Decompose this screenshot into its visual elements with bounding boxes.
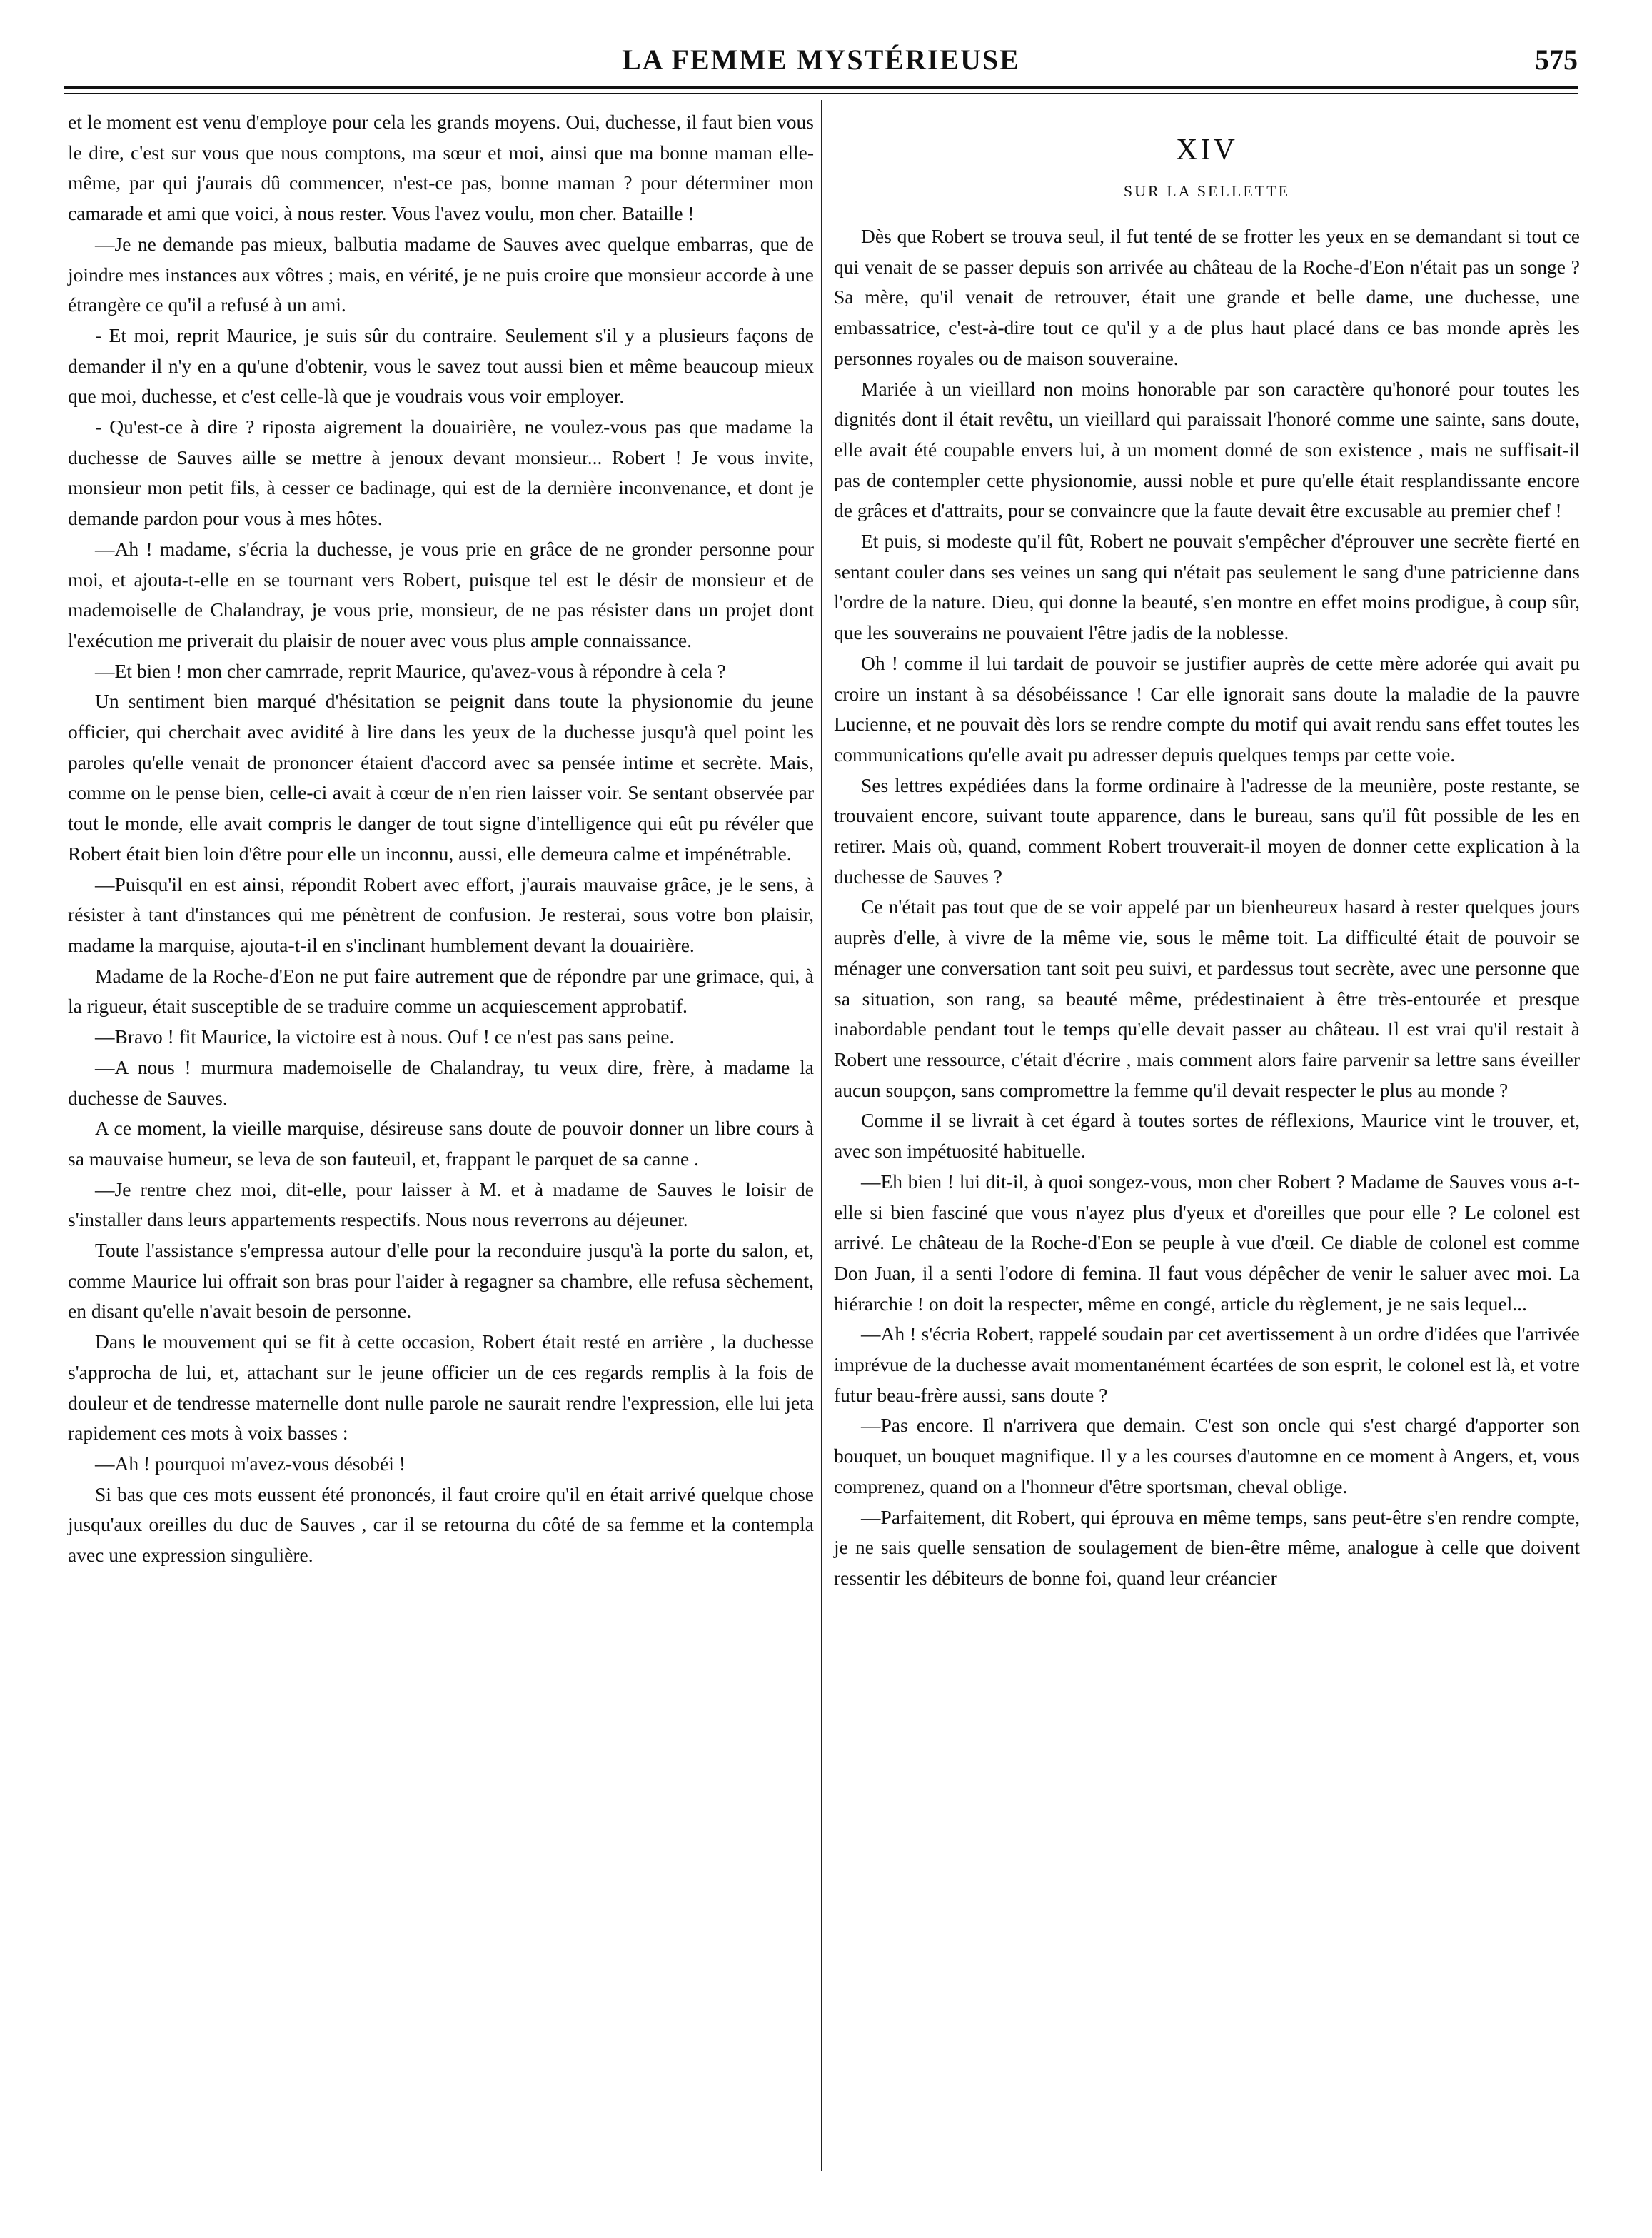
paragraph: —Je rentre chez moi, dit-elle, pour laisser à M. et à madame de Sauves le loisir de s'installer dans leurs appartements respectifs. Nous nous reverrons au déjeuner. — [68, 1178, 814, 1231]
left-column — [68, 107, 814, 1571]
header-rule-thin — [64, 93, 1578, 94]
paragraph: Ce n'était pas tout que de se voir appelé par un bienheureux hasard à rester quelques jours auprès d'elle, à vivre de la même vie, sous le même toit. La difficulté était de pouvoir se ménager une conversation tant soit peu suivi, et pardessus tout secrète, avec une personne que sa situation, son rang, sa beauté même, prédestinaient à être très-entourée et presque inabordable pendant tout le temps qu'elle devait passer au château. Il est vrai qu'il restait à Robert une ressource, c'était d'écrire , mais comment alors faire parvenir sa lettre sans éveiller aucun soupçon, sans compromettre la femme qu'il devait respecter le plus au monde ? — [834, 895, 1580, 1101]
paragraph: —Ah ! s'écria Robert, rappelé soudain par cet avertissement à un ordre d'idées que l'arrivée imprévue de la duchesse avait momentanément écartées de son esprit, le colonel est là, et votre futur beau-frère aussi, sans doute ? — [834, 1323, 1580, 1406]
paragraph: Ses lettres expédiées dans la forme ordinaire à l'adresse de la meunière, poste restante, se trouvaient encore, suivant toute apparence, dans le bureau, sans qu'il fût possible de les en retirer. Mais où, quand, comment Robert trouverait-il moyen de donner cette explication à la duchesse de Sauves ? — [834, 773, 1580, 888]
chapter-title: SUR LA SELLETTE — [1123, 182, 1291, 200]
chapter-number: XIV — [1176, 134, 1238, 166]
paragraph: Toute l'assistance s'empressa autour d'elle pour la reconduire jusqu'à la porte du salon, et, comme Maurice lui offrait son bras pour l'aider à regagner sa chambre, elle refusa sèchement, en disant qu'elle n'avait besoin de personne. — [68, 1239, 814, 1323]
page-header — [64, 43, 1578, 83]
paragraph: - Qu'est-ce à dire ? riposta aigrement la douairière, ne voulez-vous pas que madame la duchesse de Sauves aille se mettre à jenoux devant monsieur... Robert ! Je vous invite, monsieur mon petit fils, à cesser ce badinage, qui est de la dernière inconvenance, et dont je demande pardon pour vous à mes hôtes. — [68, 416, 814, 530]
paragraph: Et puis, si modeste qu'il fût, Robert ne pouvait s'empêcher d'éprouver une secrète fierté en sentant couler dans ses veines un sang qui n'était pas seulement le sang d'une patricienne dans l'ordre de la nature. Dieu, qui donne la beauté, s'en montre en effet moins prodigue, à coup sûr, que les souverains ne pouvaient l'être jadis de la noblesse. — [834, 530, 1580, 644]
paragraph: Comme il se livrait à cet égard à toutes sortes de réflexions, Maurice vint le trouver, et, avec son impétuosité habituelle. — [834, 1109, 1580, 1163]
paragraph: —Ah ! madame, s'écria la duchesse, je vous prie en grâce de ne gronder personne pour moi, et ajouta-t-elle en se tournant vers Robert, puisque tel est le désir de monsieur et de mademoiselle de Chalandray, je vous prie, monsieur, de ne pas résister dans un projet dont l'exécution me priverait du plaisir de nouer avec vous plus ample connaissance. — [68, 537, 814, 651]
paragraph: - Et moi, reprit Maurice, je suis sûr du contraire. Seulement s'il y a plusieurs façons de demander il n'y en a qu'une d'obtenir, vous le savez tout aussi bien et même beaucoup mieux que moi, duchesse, et c'est celle-là que je voudrais vous voir employer. — [68, 323, 814, 408]
paragraph: —Je ne demande pas mieux, balbutia madame de Sauves avec quelque embarras, que de joindre mes instances aux vôtres ; mais, en vérité, je ne puis croire que monsieur accorde à une étrangère ce qu'il a refusé à un ami. — [68, 232, 814, 316]
paragraph: —Bravo ! fit Maurice, la victoire est à nous. Ouf ! ce n'est pas sans peine. — [95, 1025, 675, 1048]
paragraph: —Puisqu'il en est ainsi, répondit Robert avec effort, j'aurais mauvaise grâce, je le sens, à résister à tant d'instances qui me pénètrent de confusion. Je resterai, sous votre bon plaisir, madame la marquise, ajouta-t-il en s'inclinant humblement devant la douairière. — [68, 873, 814, 956]
paragraph: Dès que Robert se trouva seul, il fut tenté de se frotter les yeux en se demandant si tout ce qui venait de se passer depuis son arrivée au château de la Roche-d'Eon n'était pas un songe ? Sa mère, qu'il venait de retrouver, était une grande et belle dame, une duchesse, une embassatrice, c'est-à-dire tout ce qu'il y a de plus haut placé dans ce bas monde après les personnes royales ou de maison souveraine. — [834, 225, 1580, 369]
paragraph: —A nous ! murmura mademoiselle de Chalandray, tu veux dire, frère, à madame la duchesse de Sauves. — [68, 1055, 814, 1109]
paragraph: et le moment est venu d'employe pour cela les grands moyens. Oui, duchesse, il faut bien vous le dire, c'est sur vous que nous comptons, ma sœur et moi, ainsi que ma bonne maman elle-même, par qui j'aurais dû commencer, n'est-ce pas, bonne maman ? pour déterminer mon camarade et ami que voici, à nous rester. Vous l'avez voulu, mon cher. Bataille ! — [68, 111, 814, 225]
paragraph: —Et bien ! mon cher camrrade, reprit Maurice, qu'avez-vous à répondre à cela ? — [95, 659, 726, 682]
paragraph: —Eh bien ! lui dit-il, à quoi songez-vous, mon cher Robert ? Madame de Sauves vous a-t-elle si bien fasciné que vous n'ayez plus d'yeux et d'oreilles que pour elle ? Le colonel est arrivé. Le château de la Roche-d'Eon se peuple à vue d'œil. Ce diable de colonel est comme Don Juan, il a senti l'odore di femina. Il faut vous dépêcher de venir le saluer avec moi. La hiérarchie ! on doit la respecter, même en congé, article du règlement, je ne sais lequel... — [834, 1170, 1580, 1315]
paragraph: —Ah ! pourquoi m'avez-vous désobéi ! — [95, 1452, 406, 1475]
right-column — [834, 107, 1580, 1594]
column-divider — [821, 100, 822, 2171]
paragraph: —Pas encore. Il n'arrivera que demain. C'est son oncle qui s'est chargé d'apporter son bouquet, un bouquet magnifique. Il y a les courses d'automne en ce moment à Angers, et, vous comprenez, quand on a l'honneur d'être sportsman, cheval oblige. — [834, 1414, 1580, 1497]
paragraph: Un sentiment bien marqué d'hésitation se peignit dans toute la physionomie du jeune officier, qui cherchait avec avidité à lire dans les yeux de la duchesse jusqu'à quel point les paroles qu'elle venait de prononcer étaient d'accord avec sa pensée intime et secrète. Mais, comme on le pense bien, celle-ci avait à cœur de n'en rien laisser voir. Se sentant observée par tout le monde, elle avait compris le danger de tout signe d'intelligence qui eût pu révéler que Robert était bien loin d'être pour elle un inconnu, aussi, elle demeura calme et impénétrable. — [68, 690, 814, 865]
paragraph: —Parfaitement, dit Robert, qui éprouva en même temps, sans peut-être s'en rendre compte, je ne sais quelle sensation de soulagement de bien-être même, analogue à celle que doivent ressentir les débiteurs de bonne foi, quand leur créancier — [834, 1505, 1580, 1589]
paragraph: Oh ! comme il lui tardait de pouvoir se justifier auprès de cette mère adorée qui avait pu croire un instant à sa désobéissance ! Car elle ignorait sans doute la maladie de la pauvre Lucienne, et ne pouvait dès lors se rendre compte du motif qui avait rendu sans effet toutes les communications qu'elle avait pu adresser depuis quelques temps par cette voie. — [834, 651, 1580, 766]
paragraph: A ce moment, la vieille marquise, désireuse sans doute de pouvoir donner un libre cours à sa mauvaise humeur, se leva de son fauteuil, et, frappant le parquet de sa canne . — [68, 1117, 814, 1170]
header-rule-thick — [64, 86, 1578, 89]
paragraph: Mariée à un vieillard non moins honorable par son caractère qu'honoré pour toutes les dignités dont il était revêtu, un vieillard qui paraissait l'honoré comme une sainte, sans doute, elle avait été coupable envers lui, à un moment donné de son existence , mais ne suffisait-il pas de contempler cette physionomie, aussi noble et pure qu'elle était resplandissante encore de grâces et d'attraits, pour se convaincre que la faute devait être excusable au premier chef ! — [834, 377, 1580, 522]
running-title: LA FEMME MYSTÉRIEUSE — [622, 44, 1020, 76]
paragraph: Si bas que ces mots eussent été prononcés, il faut croire qu'il en était arrivé quelque chose jusqu'aux oreilles du duc de Sauves , car il se retourna du côté de sa femme et la contempla avec une expression singulière. — [68, 1482, 814, 1567]
page-number: 575 — [1535, 44, 1578, 76]
paragraph: Dans le mouvement qui se fit à cette occasion, Robert était resté en arrière , la duchesse s'approcha de lui, et, attachant sur le jeune officier un de ces regards remplis à la fois de douleur et de tendresse maternelle dont nulle parole ne saurait rendre l'expression, elle lui jeta rapidement ces mots à voix basses : — [68, 1330, 814, 1445]
paragraph: Madame de la Roche-d'Eon ne put faire autrement que de répondre par une grimace, qui, à la rigueur, était susceptible de se traduire comme un acquiescement approbatif. — [68, 964, 814, 1018]
